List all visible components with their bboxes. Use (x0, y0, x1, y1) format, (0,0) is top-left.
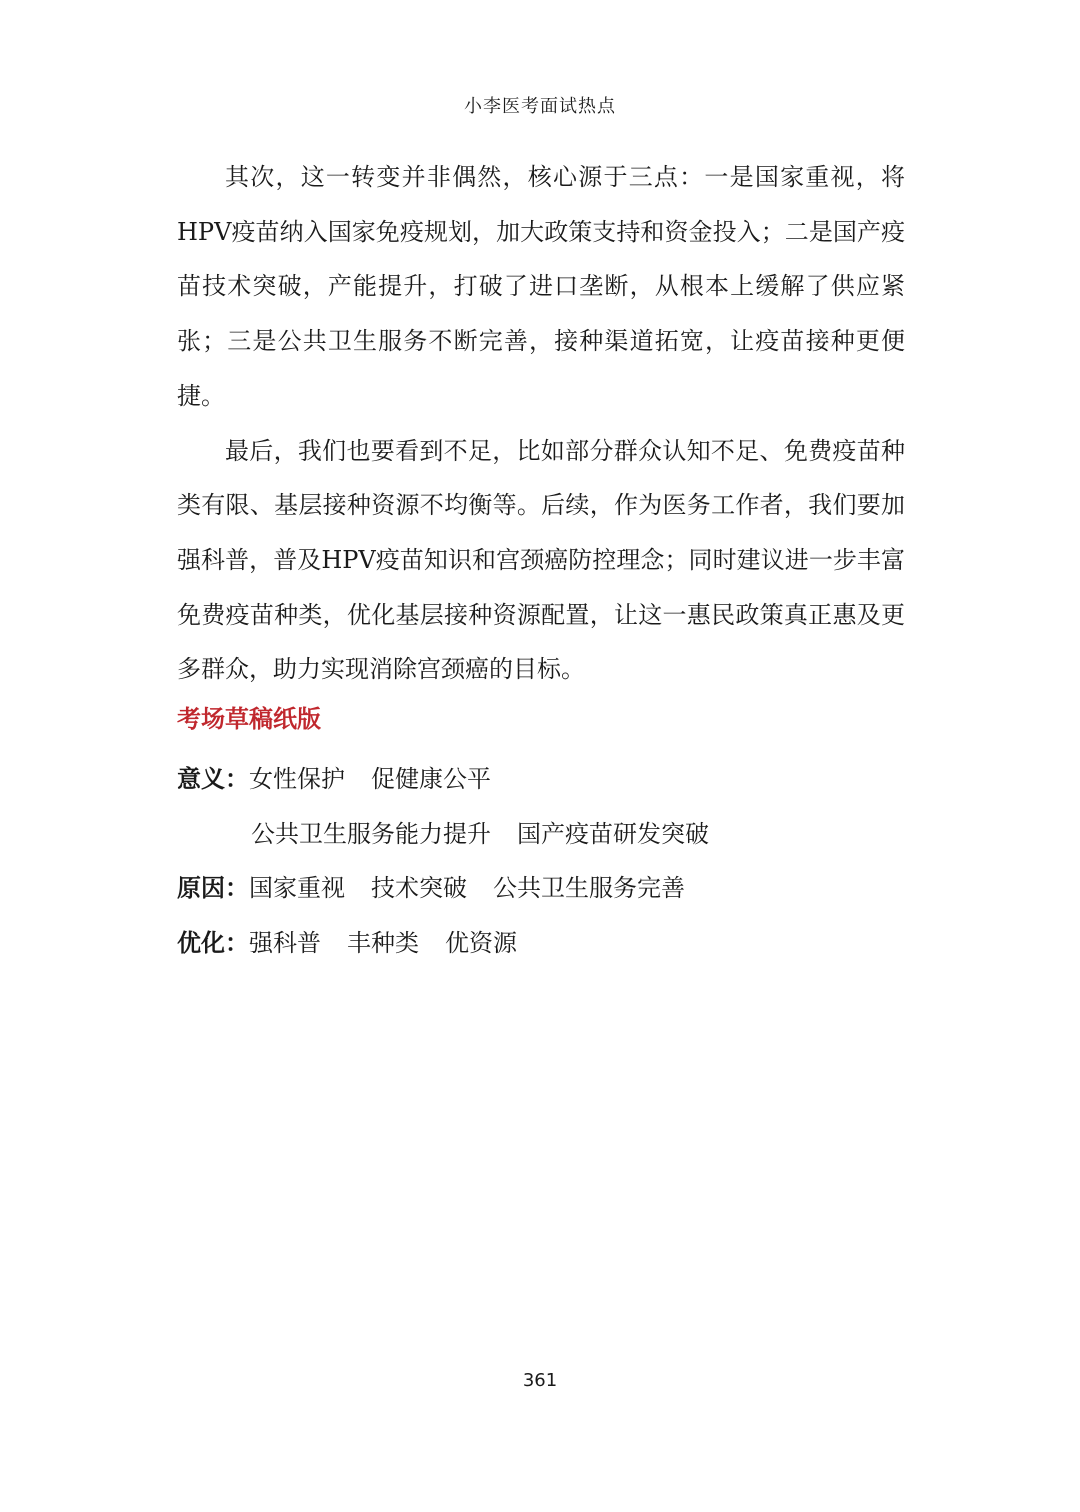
draft-item: 促健康公平 (371, 765, 491, 793)
draft-item: 国家重视 (249, 874, 345, 903)
draft-item: 公共卫生服务能力提升 (251, 819, 491, 848)
page-number: 361 (522, 1370, 558, 1391)
draft-row-label: 原因： (177, 874, 249, 903)
draft-row-label: 优化： (177, 929, 249, 958)
body-text (177, 150, 905, 697)
draft-row-meaning (177, 752, 937, 807)
draft-item: 技术突破 (371, 874, 467, 903)
draft-row-meaning-continued (177, 807, 937, 862)
draft-list (177, 752, 937, 971)
draft-row-optimize (177, 916, 937, 971)
draft-item: 优资源 (445, 929, 517, 958)
draft-item: 公共卫生服务完善 (493, 874, 685, 903)
draft-row-label: 意义： (177, 765, 249, 793)
draft-item: 国产疫苗研发突破 (517, 819, 709, 848)
page-header: 小李医考面试热点 (464, 96, 616, 117)
paragraph-second-reason: 其次，这一转变并非偶然，核心源于三点：一是国家重视，将HPV疫苗纳入国家免疫规划，加大政策支持和资金投入；二是国产疫苗技术突破，产能提升，打破了进口垄断，从根本上缓解了供应紧张；三是公共卫生服务不断完善，接种渠道拓宽，让疫苗接种更便捷。 (177, 163, 905, 410)
draft-item: 丰种类 (347, 929, 419, 958)
draft-row-reason (177, 861, 937, 916)
draft-section-title: 考场草稿纸版 (177, 705, 321, 733)
draft-item: 女性保护 (249, 765, 345, 793)
paragraph-finally: 最后，我们也要看到不足，比如部分群众认知不足、免费疫苗种类有限、基层接种资源不均衡等。后续，作为医务工作者，我们要加强科普，普及HPV疫苗知识和宫颈癌防控理念；同时建议进一步丰富免费疫苗种类，优化基层接种资源配置，让这一惠民政策真正惠及更多群众，助力实现消除宫颈癌的目标。 (177, 436, 905, 684)
draft-item: 强科普 (249, 929, 321, 958)
